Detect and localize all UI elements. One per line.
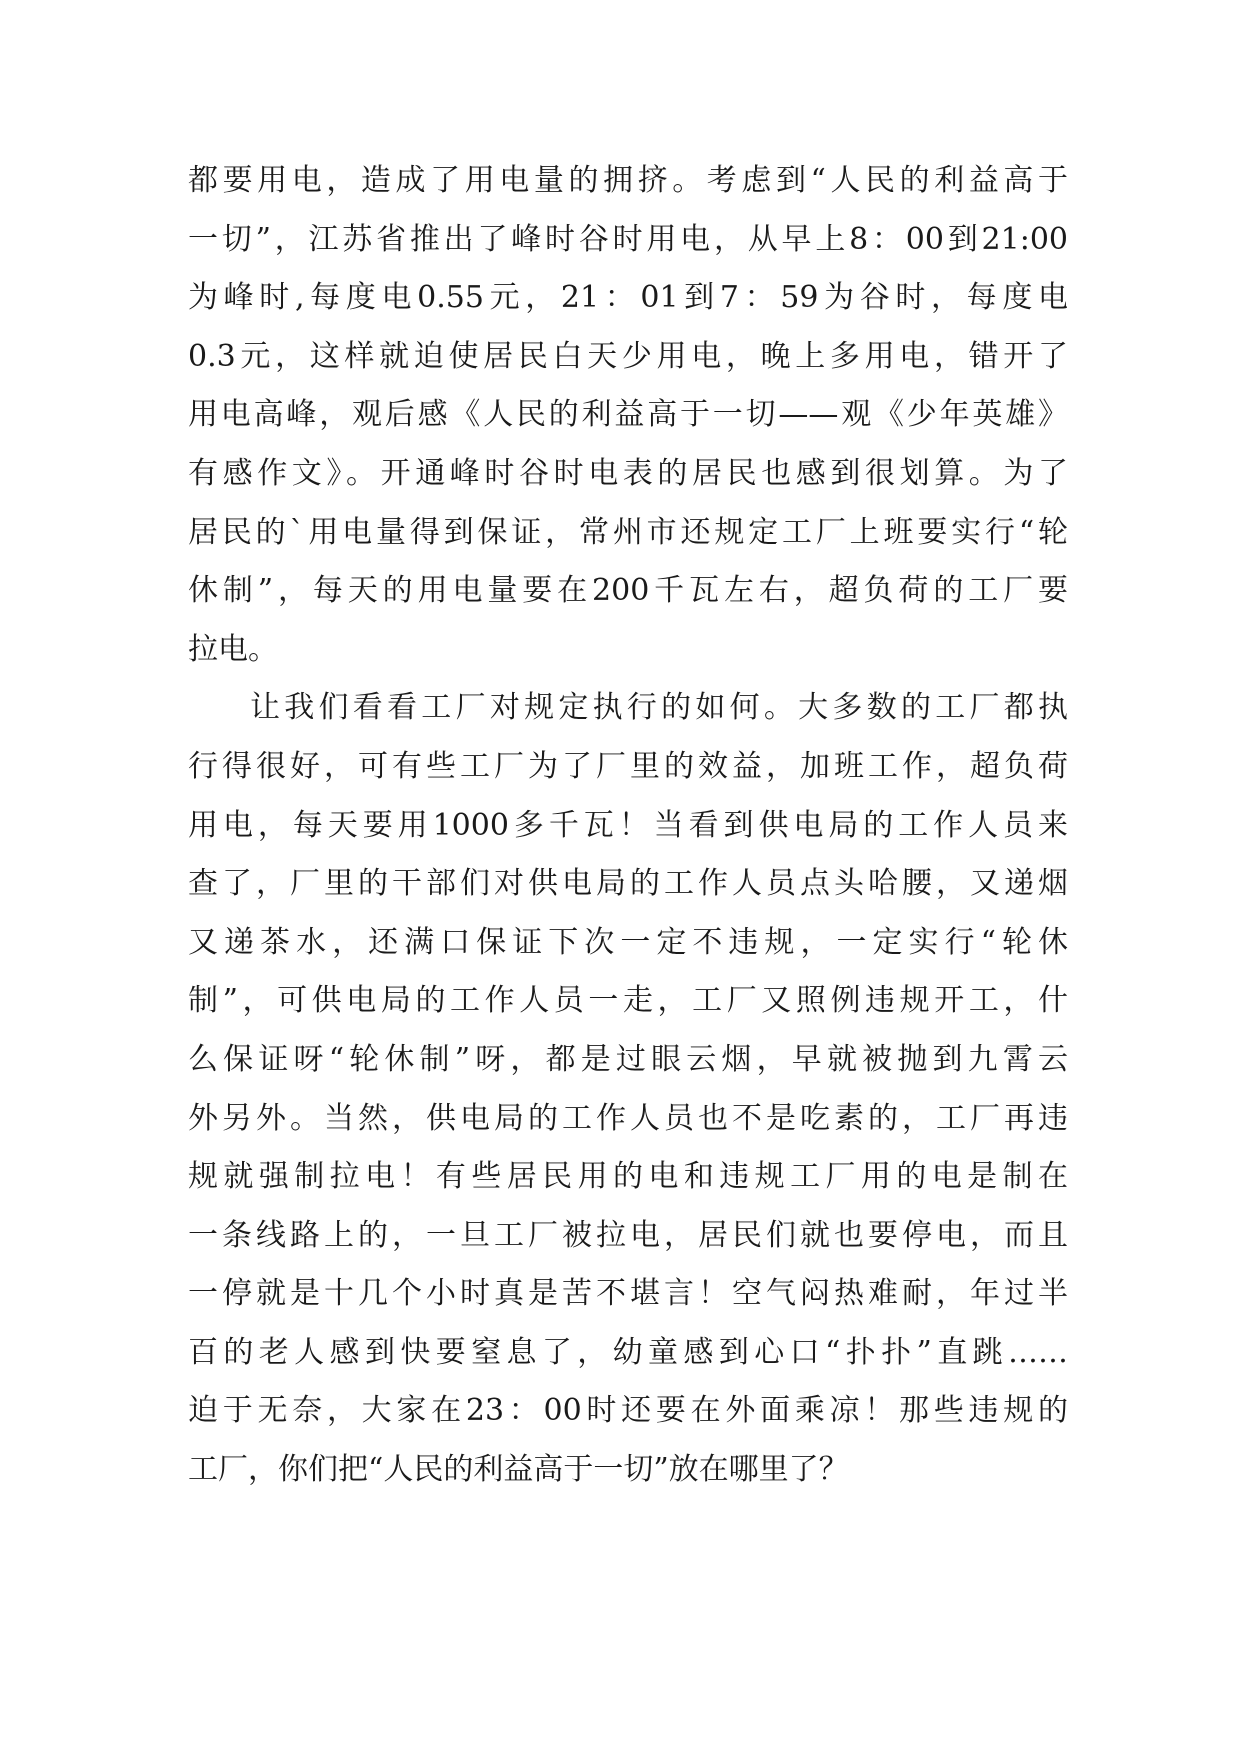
text-line: 查了，厂里的干部们对供电局的工作人员点头哈腰，又递烟 <box>188 866 1068 902</box>
text-line: 有感作文》。开通峰时谷时电表的居民也感到很划算。为了 <box>188 455 1068 491</box>
paragraph-2 <box>188 679 1068 1499</box>
text-line: 迫于无奈，大家在23：00时还要在外面乘凉！那些违规的 <box>188 1393 1068 1429</box>
text-line: 都要用电，造成了用电量的拥挤。考虑到“人民的利益高于 <box>188 163 1068 198</box>
text-line: 行得很好，可有些工厂为了厂里的效益，加班工作，超负荷 <box>188 748 1068 784</box>
text-line: 用电，每天要用1000多千瓦！当看到供电局的工作人员来 <box>188 807 1068 843</box>
text-line: 外另外。当然，供电局的工作人员也不是吃素的，工厂再违 <box>188 1100 1068 1136</box>
text-line: 休制”，每天的用电量要在200千瓦左右，超负荷的工厂要 <box>188 573 1068 609</box>
text-line: 规就强制拉电！有些居民用的电和违规工厂用的电是制在 <box>188 1159 1068 1195</box>
text-line: 一切”，江苏省推出了峰时谷时用电，从早上8：00到21:00 <box>188 221 1068 257</box>
text-line: 百的老人感到快要窒息了，幼童感到心口“扑扑”直跳…… <box>188 1334 1068 1370</box>
text-line: 为峰时,每度电0.55元，21：01到7：59为谷时，每度电 <box>188 280 1068 316</box>
text-line: 拉电。 <box>188 631 278 667</box>
text-line: 工厂，你们把“人民的利益高于一切”放在哪里了？ <box>188 1452 849 1488</box>
text-line: 一条线路上的，一旦工厂被拉电，居民们就也要停电，而且 <box>188 1217 1068 1253</box>
text-line: 制”，可供电局的工作人员一走，工厂又照例违规开工，什 <box>188 983 1068 1019</box>
text-line: 用电高峰，观后感《人民的利益高于一切——观《少年英雄》 <box>188 397 1068 433</box>
text-line: 居民的`用电量得到保证，常州市还规定工厂上班要实行“轮 <box>188 514 1068 550</box>
text-line: 么保证呀“轮休制”呀，都是过眼云烟，早就被抛到九霄云 <box>188 1041 1068 1077</box>
document-body <box>188 152 1068 1500</box>
text-line: 一停就是十几个小时真是苦不堪言！空气闷热难耐，年过半 <box>188 1276 1068 1312</box>
paragraph-1 <box>188 152 1068 679</box>
text-line: 又递茶水，还满口保证下次一定不违规，一定实行“轮休 <box>188 924 1068 960</box>
text-line: 0.3元，这样就迫使居民白天少用电，晚上多用电，错开了 <box>188 338 1068 374</box>
text-line: 让我们看看工厂对规定执行的如何。大多数的工厂都执 <box>250 690 1068 726</box>
